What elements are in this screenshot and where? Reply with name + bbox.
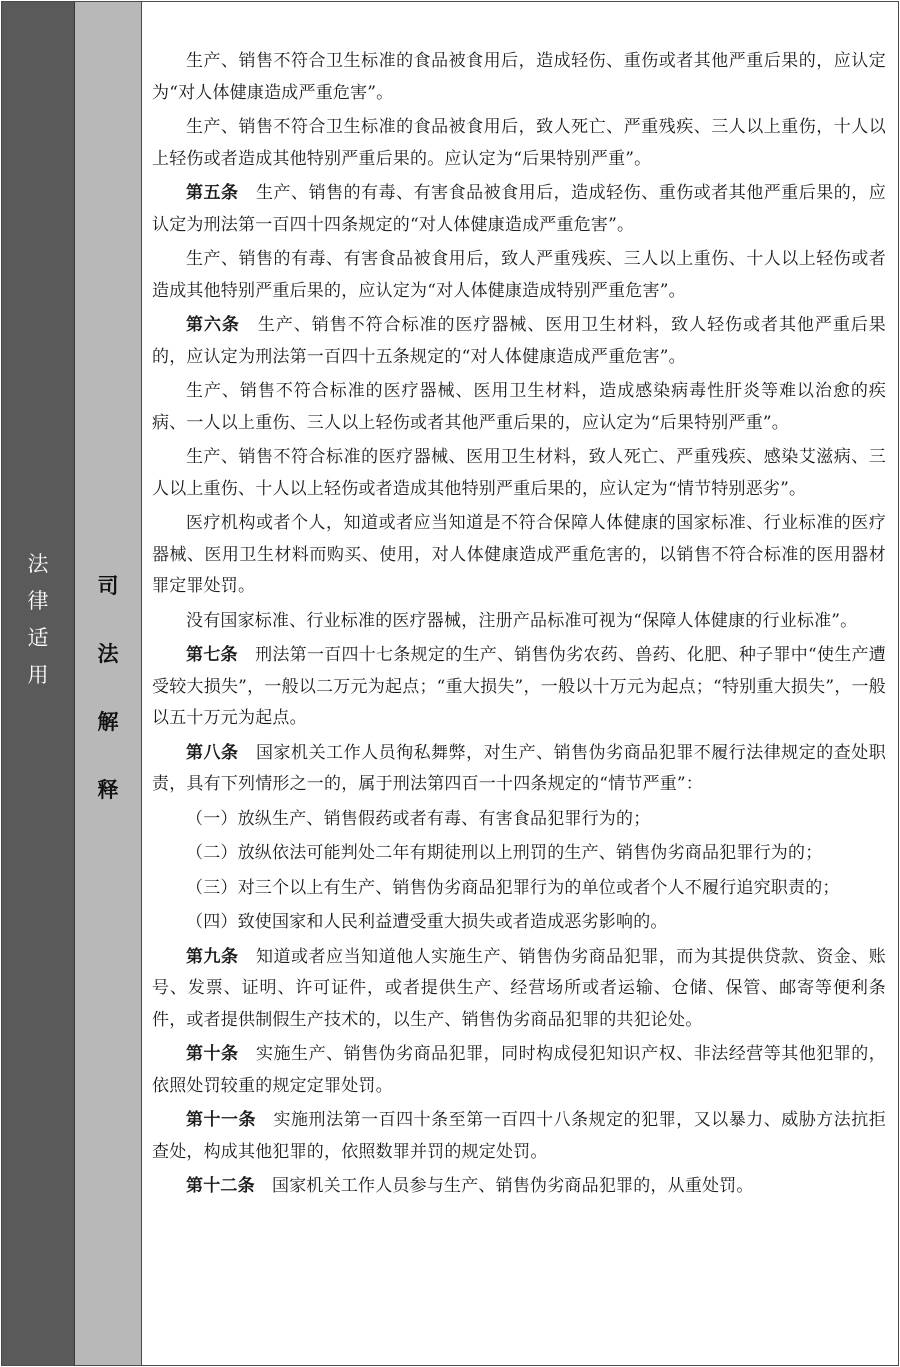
paragraph [152, 178, 886, 241]
article-heading: 第十一条 [186, 1110, 257, 1130]
paragraph [152, 112, 886, 175]
subcategory-char: 释 [97, 778, 119, 802]
article-heading: 第八条 [186, 742, 239, 763]
paragraph-text: 国家机关工作人员徇私舞弊，对生产、销售伪劣商品犯罪不履行法律规定的查处职责，具有下列情形之一的，属于刑法第四百一十四条规定的“情节严重”： [152, 742, 886, 794]
paragraph-text: 实施生产、销售伪劣商品犯罪，同时构成侵犯知识产权、非法经营等其他犯罪的，依照处罚较重的规定定罪处罚。 [152, 1044, 886, 1096]
subcategory-char: 法 [97, 642, 119, 666]
category-label [2, 546, 74, 694]
category-char: 法 [27, 552, 49, 576]
paragraph [152, 46, 886, 109]
paragraph [152, 907, 886, 939]
paragraph-text: （二）放纵依法可能判处二年有期徒刑以上刑罚的生产、销售伪劣商品犯罪行为的； [186, 843, 823, 863]
category-column [2, 2, 75, 1365]
article-heading: 第十二条 [186, 1176, 255, 1196]
paragraph-text: 生产、销售的有毒、有害食品被食用后，致人严重残疾、三人以上重伤、十人以上轻伤或者造成其他特别严重后果的，应认定为“对人体健康造成特别严重危害”。 [152, 249, 886, 301]
paragraph-text: 生产、销售不符合标准的医疗器械、医用卫生材料，造成感染病毒性肝炎等难以治愈的疾病、一人以上重伤、三人以上轻伤或者其他严重后果的，应认定为“后果特别严重”。 [152, 381, 886, 433]
paragraph-text: 生产、销售不符合标准的医疗器械、医用卫生材料，致人死亡、严重残疾、感染艾滋病、三人以上重伤、十人以上轻伤或者造成其他特别严重后果的，应认定为“情节特别恶劣”。 [152, 447, 886, 499]
paragraph [152, 738, 886, 801]
article-heading: 第七条 [186, 645, 238, 665]
paragraph [152, 1039, 886, 1102]
article-heading: 第六条 [186, 315, 240, 335]
paragraph [152, 606, 886, 638]
category-char: 适 [27, 626, 49, 650]
paragraph [152, 873, 886, 905]
body-text [152, 46, 886, 1206]
paragraph-text: （三）对三个以上有生产、销售伪劣商品犯罪行为的单位或者个人不履行追究职责的； [186, 877, 840, 898]
paragraph [152, 838, 886, 870]
paragraph-text: 生产、销售不符合卫生标准的食品被食用后，造成轻伤、重伤或者其他严重后果的，应认定为“对人体健康造成严重危害”。 [152, 51, 886, 103]
paragraph [152, 1105, 886, 1168]
paragraph [152, 442, 886, 505]
category-char: 用 [27, 663, 49, 687]
subcategory-column [75, 2, 142, 1365]
paragraph [152, 1171, 886, 1203]
paragraph-text: （四）致使国家和人民利益遭受重大损失或者造成恶劣影响的。 [186, 912, 668, 932]
paragraph-text: 医疗机构或者个人，知道或者应当知道是不符合保障人体健康的国家标准、行业标准的医疗器械、医用卫生材料而购买、使用，对人体健康造成严重危害的，以销售不符合标准的医用器材罪定罪处罚。 [152, 513, 886, 596]
paragraph-text: 没有国家标准、行业标准的医疗器械，注册产品标准可视为“保障人体健康的行业标准”。 [186, 610, 858, 631]
article-heading: 第十条 [186, 1044, 239, 1064]
paragraph-text: 实施刑法第一百四十条至第一百四十八条规定的犯罪，又以暴力、威胁方法抗拒查处，构成其他犯罪的，依照数罪并罚的规定处罚。 [152, 1110, 886, 1162]
paragraph [152, 244, 886, 307]
paragraph [152, 310, 886, 373]
subcategory-char: 解 [97, 710, 119, 734]
paragraph-text: 生产、销售不符合标准的医疗器械、医用卫生材料，致人轻伤或者其他严重后果的，应认定为刑法第一百四十五条规定的“对人体健康造成严重危害”。 [152, 315, 886, 367]
paragraph [152, 804, 886, 836]
paragraph-text: 生产、销售的有毒、有害食品被食用后，造成轻伤、重伤或者其他严重后果的，应认定为刑法第一百四十四条规定的“对人体健康造成严重危害”。 [152, 183, 886, 235]
paragraph [152, 640, 886, 735]
paragraph-text: （一）放纵生产、销售假药或者有毒、有害食品犯罪行为的； [186, 808, 651, 829]
subcategory-label [75, 568, 141, 840]
paragraph-text: 刑法第一百四十七条规定的生产、销售伪劣农药、兽药、化肥、种子罪中“使生产遭受较大损失”，一般以二万元为起点；“重大损失”，一般以十万元为起点；“特别重大损失”，一般以五十万元为起点。 [152, 645, 886, 728]
paragraph [152, 508, 886, 603]
paragraph [152, 942, 886, 1037]
paragraph [152, 376, 886, 439]
paragraph-text: 生产、销售不符合卫生标准的食品被食用后，致人死亡、严重残疾、三人以上重伤，十人以上轻伤或者造成其他特别严重后果的。应认定为“后果特别严重”。 [152, 117, 886, 169]
subcategory-char: 司 [97, 574, 119, 598]
paragraph-text: 国家机关工作人员参与生产、销售伪劣商品犯罪的，从重处罚。 [272, 1176, 754, 1196]
article-heading: 第九条 [186, 946, 239, 967]
paragraph-text: 知道或者应当知道他人实施生产、销售伪劣商品犯罪，而为其提供贷款、资金、账号、发票、证明、许可证件，或者提供生产、经营场所或者运输、仓储、保管、邮寄等便利条件，或者提供制假生产技术的，以生产、销售伪劣商品犯罪的共犯论处。 [152, 946, 886, 1030]
category-char: 律 [27, 589, 49, 613]
article-heading: 第五条 [186, 183, 239, 203]
